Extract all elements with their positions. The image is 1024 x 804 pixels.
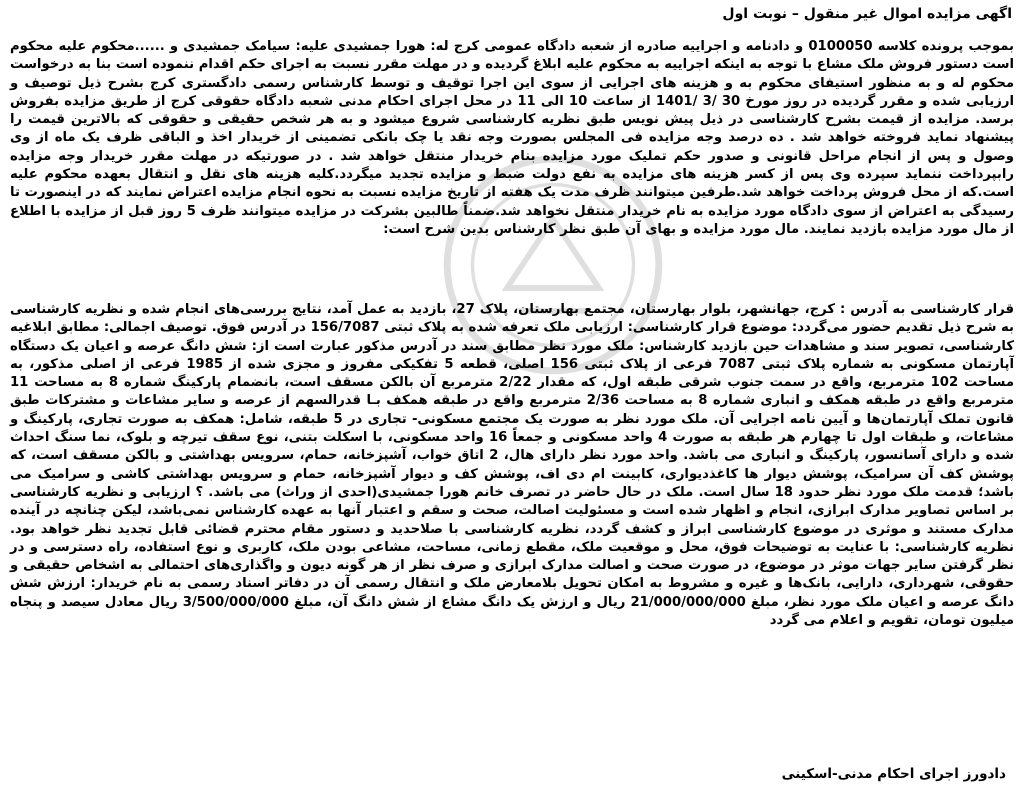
expert-report-paragraph: قرار کارشناسی به آدرس : کرج، جهانشهر، بلوار بهارستان، مجتمع بهارستان، پلاک 27، بازدید به عمل آمد، نتایج بررسی‌های انجام شده و نظریه کارشناسی به شرح ذیل تقدیم حضور می‌گردد: موضوع قرار کارشناسی: ارزیابی ملک تعرفه شده به پلاک ثبتی 156/7087 در آدرس فوق. توصیف اجمالی: مطابق ابلاغیه کارشناسی، تصویر سند و مشاهدات حین بازدید کارشناس: ملک مورد نظر مطابق سند در آدرس مذکور عبارت است از: شش دانگ عرصه و اعیان یک دستگاه آپارتمان مسکونی به شماره پلاک ثبتی 7087 فرعی از پلاک ثبتی 156 اصلی، قطعه 5 تفکیکی مفروز و مجزی شده از 1985 فرعی از اصلی مذکور، به مساحت 102 مترمربع، واقع در سمت جنوب شرقی طبقه اول، که مقدار 2/22 مترمربع آن بالکن مسقف است، بانضمام پارکینگ شماره 8 به مساحت 11 مترمربع واقع در طبقه همکف و انباری شماره 8 به مساحت 2/36 مترمربع واقع در طبقه همکف بـا قدرالسهم از عرصه و سایر مشاعات و مشترکات طبق قانون تملک آپارتمان‌ها و آیین نامه اجرایی آن. ملک مورد نظر به صورت یک مجتمع مسکونی- تجاری در 5 طبقه، شامل: همکف به صورت تجاری، پارکینگ و مشاعات، و طبقات اول تا چهارم هر طبقه به صورت 4 واحد مسکونی و جمعاً 16 واحد مسکونی، با اسکلت بتنی، نوع سقف تیرچه و بلوک، نما سنگ احداث شده و دارای آسانسور، پارکینگ و انباری می باشد. واحد مورد نظر دارای هال، 2 اتاق خواب، آشپزخانه، حمام، سرویس بهداشتی و بالکن مسقف است، که پوشش کف آن سرامیک، پوشش دیوار ها کاغذدیواری، کابینت ام دی اف، پوشش کف و دیوار آشپزخانه، حمام و سرویس بهداشتی کاشی و سرامیک می باشد؛ قدمت ملک مورد نظر حدود 18 سال است. ملک در حال حاضر در تصرف خانم هورا جمشیدی(احدی از وراث) می باشد. ؟ ارزیابی و نظریه کارشناسی بر اساس تصاویر مدارک ابرازی، انجام و اظهار شده است و مسئولیت اصالت، صحت و سقم و اعتبار آنها به عهده کارشناس نمی‌باشد، لیکن چنانچه در آینده مدارک مستند و موثری در موضوع کارشناسی ابراز و کشف گردد، نظریه کارشناسی با صلاحدید و دستور مقام محترم قضائی قابل تجدید نظر خواهد بود. نظریه کارشناسی: با عنایت به توضیحات فوق، محل و موقعیت ملک، مقطع زمانی، مساحت، مشاعی بودن ملک، کاربری و نوع استفاده، راه دسترسی و در نظر گرفتن سایر جهات موثر در موضوع، در صورت صحت و اصالت مدارک ابرازی و صرف نظر از هر گونه دیون و واگذاری‌های احتمالی به اشخاص حقیقی و حقوقی، شهرداری، دارایی، بانک‌ها و غیره و مشروط به امکان تحویل بلامعارض ملک و انتقال رسمی آن در دفاتر اسناد رسمی به نام خریدار: ارزش شش دانگ عرصه و اعیان ملک مورد نظر، مبلغ 21/000/000/000 ریال و ارزش یک دانگ مشاع از شش دانگ آن، مبلغ 3/500/000/000 ریال معادل سیصد و پنجاه میلیون تومان، تقویم و اعلام می گردد bbox=[10, 302, 1015, 629]
auction-notice-paragraph: بموجب پرونده کلاسه 0100050 و دادنامه و اجراییه صادره از شعبه دادگاه عمومی کرج له: هورا جمشیدی علیه: سیامک جمشیدی و ......محکوم علیه محکوم است دستور فروش ملک مشاع با توجه به اینکه اجراییه به محکوم علیه ابلاغ گردیده و در مهلت مقرر نسبت به اجرای حکم اقدام ننموده است بنا به درخواست محکوم له و به منظور استیفای محکوم به و هزینه های اجرایی از سوی این اجرا توقیف و توسط کارشناس رسمی دادگستری کرج بشرح ذیل توصیف و ارزیابی شده و مقرر گردیده در روز مورخ 30 /3 /1401 از ساعت 10 الی 11 در محل اجرای احکام مدنی شعبه دادگاه حقوقی کرج از طریق مزایده بفروش برسد. مزایده از قیمت بشرح کارشناسی در ذیل پیش نویس طبق نظریه کارشناسی شروع میشود و به هر شخص حقیقی و حقوقی که بالاترین قیمت را پیشنهاد نماید فروخته خواهد شد . ده درصد وجه مزایده فی المجلس بصورت وجه نقد یا چک بانکی تضمینی از خریدار اخذ و الباقی ظرف یک ماه از وی وصول و پس از انجام مراحل قانونی و صدور حکم تملیک مورد مزایده بنام خریدار منتقل خواهد شد . در صورتیکه در مهلت مقرر خریدار وجه مزایده رابپرداخت ننماید سپرده وی پس از کسر هزینه های مزایده به نفع دولت ضبط و مزایده تجدید میگردد.کلیه هزینه های نقل و انتقال بعهده محکوم علیه است.که از محل فروش پرداخت خواهد شد.طرفین میتوانند ظرف مدت یک هفته از تاریخ مزایده نسبت به نحوه انجام مزایده اعتراض نمایند که در اینصورت تا رسیدگی به اعتراض از سوی دادگاه مورد مزایده به نام خریدار منتقل نخواهد شد.ضمناً طالبین بشرکت در مزایده میتوانند ظرف 5 روز قبل از مزایده با اطلاع از مال مورد مزایده بازدید نمایند. مال مورد مزایده و بهای آن طبق نظر کارشناس بدین شرح است: bbox=[10, 39, 1014, 237]
page-title: اگهی مزایده اموال غیر منقول – نوبت اول bbox=[722, 6, 1012, 22]
notice-document bbox=[8, 0, 1016, 804]
signature-footer: دادورز اجرای احکام مدنی-اسکینی bbox=[781, 766, 1006, 782]
